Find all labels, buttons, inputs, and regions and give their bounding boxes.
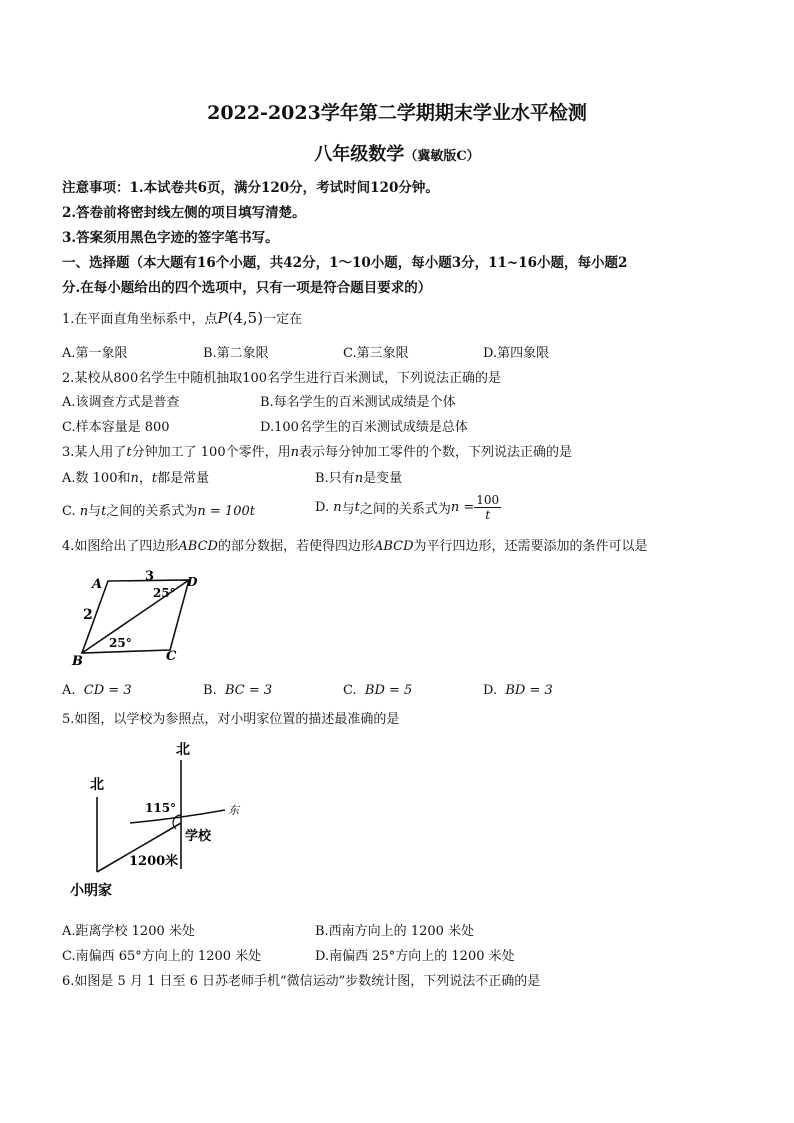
q5-option-d[interactable]: D.南偏西 25°方向上的 1200 米处 — [315, 949, 515, 964]
home-north-label: 北 — [90, 777, 104, 793]
q3-optd-lhs: n = — [450, 499, 475, 515]
q3-optd-t: t — [354, 499, 360, 515]
q1-point: P — [217, 309, 228, 327]
school-label: 学校 — [185, 829, 212, 844]
q3-optd-n: n — [333, 499, 342, 515]
q3-var-t: t — [126, 445, 132, 460]
q3-opta-comma: ， — [138, 471, 152, 486]
q4-option-a[interactable] — [62, 683, 132, 698]
q3-var-n: n — [290, 445, 299, 460]
question-1-stem — [62, 308, 302, 327]
q3-optb-n: n — [354, 471, 364, 486]
q3-optc-equation: n = 100t — [197, 504, 255, 519]
q4-optc-expr: BD = 5 — [364, 683, 413, 698]
quadrilateral-figure — [62, 560, 202, 670]
q3-optb-end: 是变量 — [363, 471, 403, 486]
q3-option-a[interactable] — [62, 467, 209, 486]
q5-option-a[interactable]: A.距离学校 1200 米处 — [62, 924, 195, 939]
distance-label: 1200米 — [129, 854, 179, 869]
q4-opta-expr: CD = 3 — [83, 683, 132, 698]
q3-optd-fraction — [474, 493, 501, 522]
question-2-stem: 2.某校从800名学生中随机抽取100名学生进行百米测试，下列说法正确的是 — [62, 371, 502, 386]
q1-coords: (4,5) — [227, 309, 264, 327]
q3-option-d[interactable] — [315, 487, 501, 527]
q3-optd-denominator: t — [485, 507, 491, 522]
vertex-d-label: D — [187, 575, 198, 589]
q4-quad-2: ABCD — [373, 539, 414, 554]
note-2: 2.答卷前将密封线左侧的项目填写清楚。 — [62, 205, 306, 221]
vertex-a-label: A — [92, 577, 103, 592]
section-heading-line1: 一、选择题（本大题有16个小题，共42分，1～10小题，每小题3分，11~16小题，每小题2 — [62, 255, 628, 271]
home-label: 小明家 — [70, 883, 112, 899]
section-heading-line2: 分.在每小题给出的四个选项中，只有一项是符合题目要求的） — [62, 280, 432, 296]
q3-stem-a: 3.某人用了 — [62, 445, 127, 460]
q3-optb-text: B.只有 — [315, 471, 355, 486]
q3-optc-and: 与 — [88, 504, 102, 519]
q3-opta-end: 都是常量 — [157, 471, 210, 486]
q3-optc-t: t — [101, 504, 107, 519]
q3-optd-and: 与 — [341, 501, 355, 517]
q4-optd-expr: BD = 3 — [505, 683, 553, 698]
vertex-b-label: B — [72, 654, 83, 669]
q2-option-c[interactable]: C.样本容量是 800 — [62, 420, 170, 435]
q3-optc-label: C. — [62, 504, 76, 519]
q4-stem-c: 为平行四边形，还需要添加的条件可以是 — [413, 539, 648, 554]
q4-option-b[interactable] — [203, 683, 272, 698]
q1-option-a[interactable]: A.第一象限 — [62, 346, 128, 361]
question-5-stem: 5.如图，以学校为参照点，对小明家位置的描述最准确的是 — [62, 712, 400, 727]
q3-stem-c: 表示每分钟加工零件的个数，下列说法正确的是 — [298, 445, 572, 460]
q1-stem-end: 一定在 — [263, 312, 303, 327]
q5-option-c[interactable]: C.南偏西 65°方向上的 1200 米处 — [62, 949, 262, 964]
question-6-stem: 6.如图是 5 月 1 日至 6 日苏老师手机“微信运动”步数统计图，下列说法不正确的是 — [62, 974, 541, 989]
question-3-stem — [62, 441, 572, 460]
q4-optb-label: B. — [203, 683, 217, 698]
q3-opta-t: t — [151, 471, 158, 486]
q4-optd-label: D. — [483, 683, 498, 698]
q3-optd-numerator: 100 — [476, 492, 500, 507]
q1-option-c[interactable]: C.第三象限 — [343, 346, 409, 361]
q3-option-c[interactable] — [62, 500, 255, 519]
note-3: 3.答案须用黑色字迹的签字笔书写。 — [62, 230, 279, 246]
q4-opta-label: A. — [62, 683, 76, 698]
side-ab-label: 2 — [83, 607, 93, 623]
q4-quad-1: ABCD — [178, 539, 218, 554]
q1-stem-text: 1.在平面直角坐标系中，点 — [62, 312, 218, 327]
q5-option-b[interactable]: B.西南方向上的 1200 米处 — [315, 924, 475, 939]
q4-stem-a: 4.如图给出了四边形 — [62, 539, 179, 554]
vertex-c-label: C — [166, 649, 177, 664]
q2-option-a[interactable]: A.该调查方式是普查 — [62, 395, 180, 410]
note-1: 注意事项：1.本试卷共6页，满分120分，考试时间120分钟。 — [62, 180, 439, 196]
q4-option-c[interactable] — [343, 683, 412, 698]
q3-opta-n: n — [130, 471, 139, 486]
question-4-stem — [62, 535, 648, 554]
angle-115-label: 115° — [145, 801, 177, 815]
east-label: 东 — [228, 804, 239, 817]
q3-stem-b: 分钟加工了 100个零件，用 — [131, 445, 291, 460]
angle-d-label: 25° — [153, 586, 176, 600]
subject-label: 八年级数学 — [314, 144, 405, 165]
q3-optd-label: D. — [315, 499, 330, 515]
direction-figure — [62, 732, 262, 907]
q1-option-d[interactable]: D.第四象限 — [483, 346, 550, 361]
q4-optb-expr: BC = 3 — [224, 683, 273, 698]
exam-title: 2022-2023学年第二学期期末学业水平检测 — [207, 102, 587, 124]
q3-opta-text: A.数 100和 — [62, 471, 131, 486]
edition-label: （冀敏版C） — [404, 149, 480, 164]
q3-optc-n: n — [79, 504, 89, 519]
angle-b-label: 25° — [109, 636, 132, 650]
side-ad-label: 3 — [145, 569, 155, 584]
school-north-label: 北 — [176, 742, 190, 758]
q4-stem-b: 的部分数据，若使得四边形 — [217, 539, 374, 554]
q3-optd-text: 之间的关系式为 — [359, 501, 451, 517]
q1-option-b[interactable]: B.第二象限 — [203, 346, 269, 361]
q2-option-d[interactable]: D.100名学生的百米测试成绩是总体 — [260, 420, 468, 435]
q2-option-b[interactable]: B.每名学生的百米测试成绩是个体 — [260, 395, 456, 410]
q3-optc-text: 之间的关系式为 — [106, 504, 198, 519]
q3-option-b[interactable] — [315, 467, 402, 486]
q4-option-d[interactable] — [483, 683, 553, 698]
exam-subtitle — [0, 140, 794, 166]
q4-optc-label: C. — [343, 683, 357, 698]
